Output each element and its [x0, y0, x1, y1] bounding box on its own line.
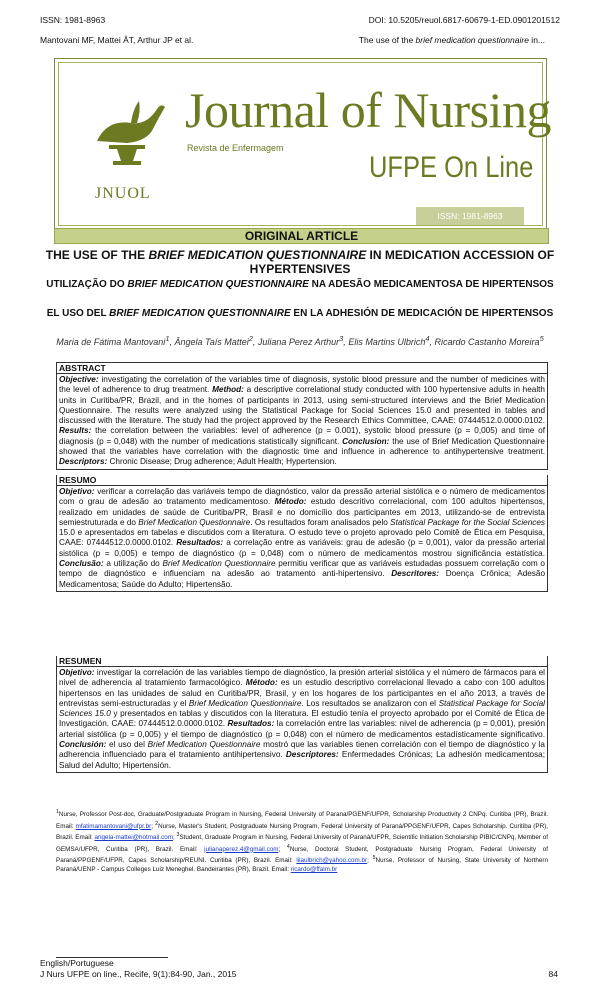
journal-ufpe: UFPE On Line — [369, 151, 534, 184]
journal-banner — [54, 58, 551, 230]
resumo-body: Objetivo: verificar a correlação das variáveis tempo de diagnóstico, valor da pressão arterial sistólica e o número de medicamentos com o grau de adesão ao tratamento medicamentoso. Método: estudo descritivo correlacional, com 100 adultos hipertensos, realizado em unidades de saúde de Curitiba/PR, Brasil e no domicílio dos participantes em 2013, utilizando-se de entrevista semiestruturada e do Brief Medication Questionnaire. Os resultados foram analisados pelo Statistical Package for the Social Sciences 15.0 e apresentados em tabelas e discutidos com a literatura. O estudo teve o projeto aprovado pelo Comitê de Ética em Pesquisa, CAAE: 07444512.0.0000.0102. Resultados: a correlação entre as variáveis: grau de adesão (p = 0,001), valor da pressão arterial sistólica (p = 0,005) e tempo de diagnóstico (p = 0,048) com o número de medicamentos mostrou significância estatística. Conclusão: a utilização do Brief Medication Questionnaire permitiu verificar que as variáveis estudadas possuem correlação com o tempo de diagnóstico e influenciam na adesão ao tratamento anti-hipertensivo. Descritores: Doença Crônica; Adesão Medicamentosa; Saúde do Adulto; Hipertensão. — [59, 487, 545, 589]
author: Maria de Fátima Mantovani$^1$ — [56, 334, 170, 347]
abstract-heading: ABSTRACT — [57, 363, 547, 374]
resumen-body: Objetivo: investigar la correlación de las variables tiempo de diagnóstico, la presión arterial sistólica y el número de fármacos para el nivel de adherencia al tratamiento farmacológico. Método: es un estudio descriptivo correlacional llevado a cabo con 100 adultos hipertensos en las unidades de salud en Curitiba/PR, Brasil, y en los hogares de los participantes en el año 2013, a través de entrevistas semi-estructuradas y el Brief Medication Questionnaire. Los resultados se analizaron con el Statistical Package for Social Sciences 15.0 y presentados en tablas y discutidos con la literatura. El estudio tenía el proyecto aprobado por el Comité de Ética de Investigación. CAAE: 07444512.0.0000.0102. Resultados: la correlación entre las variables: nivel de adherencia (p = 0,001), presión arterial sistólica (p = 0,005) y el tiempo de diagnóstico (p = 0,048) con el número de medicamentos estadísticamente significativo. Conclusión: el uso del Brief Medication Questionnaire mostró que las variables tienen correlación con el tiempo de diagnóstico y la adherencia influenciado para el tratamiento antihipertensivo. Descriptores: Enfermedades Crónicas; La adhesión medicamentosa; Salud del Adulto; Hipertensión. — [59, 668, 546, 770]
resumo-heading: RESUMO — [57, 475, 547, 486]
title-pt: UTILIZAÇÃO DO BRIEF MEDICATION QUESTIONNAIRE NA ADESÃO MEDICAMENTOSA DE HIPERTENSOS — [46, 279, 554, 290]
footer-citation: J Nurs UFPE on line., Recife, 9(1):84-90, Jan., 2015 — [40, 969, 237, 979]
email-link[interactable]: julianaperez.4@gmail.com — [204, 845, 279, 853]
resumen-box — [56, 656, 548, 773]
abstract-body: Objective: investigating the correlation of the variables time of diagnosis, systolic blood pressure and the number of medicines with the level of adherence to drug treatment. Method: a descriptive correlational study conducted with 100 hypertensive adults in health units in Curitiba/PR, Brazil, and in the homes of participants in 2013, using semi-structured interviews and the Brief Medication Questionnaire. The results were analyzed using the Statistical Package for Social Sciences 15.0 and presented in tables and discussed with the literature. The study had the project approved by the Research Ethics Committee, CAAE: 07444512.0.0000.0102. Results: the correlation between the variables: level of adherence (p = 0.001), systolic blood pressure (p = 0,005) and time of diagnosis (p = 0,048) with the number of medications statistically significant. Conclusion: the use of Brief Medication Questionnaire showed that the variables have correlation with the diagnostic time and influence in adherence to antihypertensive treatment. Descriptors: Chronic Disease; Drug adherence; Adult Health; Hypertension. — [59, 375, 545, 467]
email-link[interactable]: angela-mattei@hotmail.com — [94, 834, 173, 842]
journal-subtitle: Revista de Enfermagem — [187, 143, 284, 153]
email-link[interactable]: lilaulbrich@yahoo.com.br — [296, 857, 368, 865]
author: Ângela Taís Mattei$^2$ — [174, 334, 253, 347]
title-en: THE USE OF THE BRIEF MEDICATION QUESTIONNAIRE IN MEDICATION ACCESSION OF HYPERTENSIVES — [45, 248, 555, 276]
footnotes: $^1$Nurse, Professor Post-doc, Graduate/Postgraduate Program in Nursing, Federal University of Parana/PGENF/UFPR, Scholarship Productivity 2 CNPq. Curitiba (PR), Brazil. Email: mfatimamantovani@ufpr.br; $^2$Nurse, Master's Student, Postgraduate Nursing Program, Federal University of Paraná/PPGENF/UFPR, Capes Scholarship. Curitiba (PR), Brazil. Email: angela-mattei@hotmail.com; $^3$Student, Graduate Program in Nursing, Federal University of Paraná/UFPR, Scientific Initiation Scholarship PIBIC/CNPq, Member of GEMSA/UFPR, Curitiba (PR), Brazil. Email: julianaperez.4@gmail.com; $^4$Nurse, Doctoral Student, Postgraduate Nursing Program, Federal University of Paraná/PPGENF/UFPR, Capes Scholarship/REUNI. Curitiba (PR), Brazil. Email: lilaulbrich@yahoo.com.br; $^5$Nurse, Professor of Nursing, State University of Northern Paraná/UENP - Campus Colleges Luiz Meneghel. Bandeirantes (PR), Brazil. Email: ricardo@ffalm.br — [56, 809, 549, 873]
running-title: The use of the brief medication questionnaire in... — [358, 35, 545, 45]
journal-title: Journal of Nursing — [185, 82, 551, 138]
footer-language: English/Portuguese — [40, 958, 114, 968]
article-type-bar: ORIGINAL ARTICLE — [54, 228, 549, 244]
author: Ricardo Castanho Moreira$^5$ — [434, 334, 544, 347]
doi-header: DOI: 10.5205/reuol.6817-60679-1-ED.0901201512 — [368, 15, 560, 25]
resumen-heading: RESUMEN — [57, 656, 547, 667]
author-list: Maria de Fátima Mantovani$^1$, Ângela Taís Mattei$^2$, Juliana Perez Arthur$^3$, Elis Martins Ulbrich$^4$, Ricardo Castanho Moreira$^5$ — [56, 334, 544, 347]
running-authors: Mantovani MF, Mattei ÂT, Arthur JP et al. — [40, 35, 194, 45]
email-link[interactable]: mfatimamantovani@ufpr.br — [75, 822, 152, 830]
issn-header: ISSN: 1981-8963 — [40, 15, 106, 25]
email-link[interactable]: ricardo@ffalm.br — [290, 865, 338, 873]
title-es: EL USO DEL BRIEF MEDICATION QUESTIONNAIRE EN LA ADHESIÓN DE MEDICACIÓN DE HIPERTENSOS — [46, 308, 554, 319]
resumo-box — [56, 475, 548, 592]
page-number: 84 — [548, 969, 558, 979]
author: Elis Martins Ulbrich$^4$ — [348, 334, 430, 347]
author: Juliana Perez Arthur$^3$ — [257, 334, 344, 347]
jnuol-logo: JNUOL — [95, 185, 151, 202]
abstract-box — [56, 362, 548, 470]
lamp-logo-icon — [87, 79, 173, 179]
banner-issn: ISSN: 1981-8963 — [416, 207, 524, 225]
